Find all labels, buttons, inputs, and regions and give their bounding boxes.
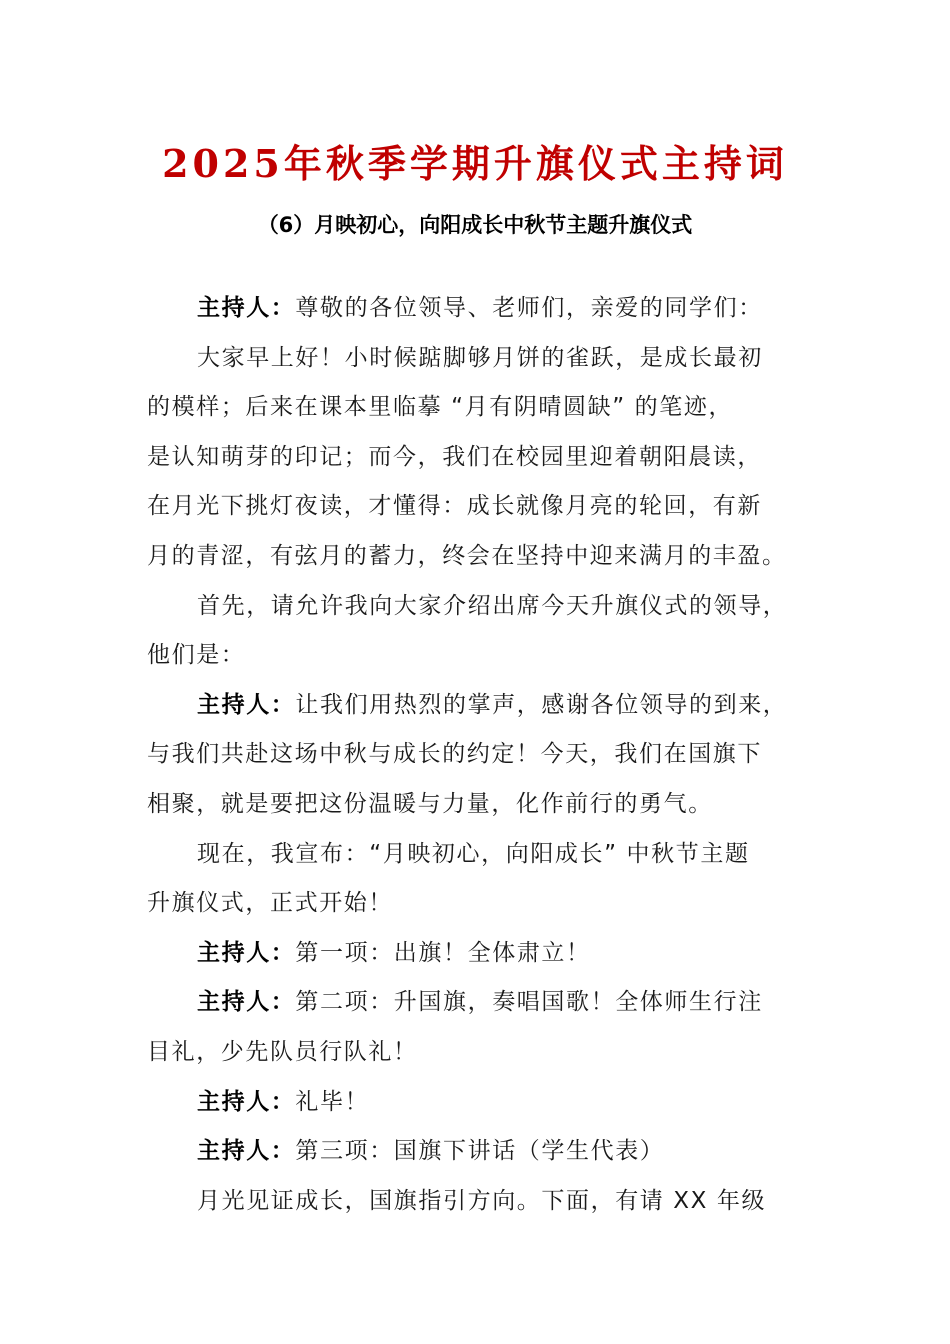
line-text: 相聚，就是要把这份温暖与力量，化作前行的勇气。 [147,790,713,817]
text-line [147,582,807,632]
line-text: 目礼，少先队员行队礼！ [147,1038,418,1065]
line-text: 第三项：国旗下讲话（学生代表） [295,1138,665,1165]
line-text: 第二项：升国旗，奏唱国歌！全体师生行注 [295,989,763,1016]
line-text: 的模样；后来在课本里临摹 “月有阴晴圆缺” 的笔迹， [147,394,734,421]
text-line [147,978,807,1028]
text-line [147,830,807,880]
line-text: 是认知萌芽的印记；而今，我们在校园里迎着朝阳晨读， [147,443,762,470]
document-body [147,284,807,1226]
line-text: 首先，请允许我向大家介绍出席今天升旗仪式的领导， [197,592,788,619]
speaker-label: 主持人： [197,989,296,1016]
text-line [147,681,807,731]
text-line [147,730,807,780]
page-subtitle: （6）月映初心，向阳成长中秋节主题升旗仪式 [257,213,693,237]
line-text: 在月光下挑灯夜读，才懂得：成长就像月亮的轮回，有新 [147,493,762,520]
text-line [147,532,807,582]
line-text: 他们是： [147,642,246,669]
text-line [147,879,807,929]
line-text: 月光见证成长，国旗指引方向。下面，有请 XX 年级 [197,1187,767,1214]
text-line [147,1078,807,1128]
line-text: 让我们用热烈的掌声，感谢各位领导的到来， [295,691,788,718]
text-line [147,383,807,433]
page-title: 2025年秋季学期升旗仪式主持词 [162,141,788,186]
line-text: 大家早上好！小时候踮脚够月饼的雀跃，是成长最初 [197,344,763,371]
text-line [147,1028,807,1078]
line-text: 尊敬的各位领导、老师们，亲爱的同学们： [295,295,763,321]
text-line [147,1127,807,1177]
speaker-label: 主持人： [197,939,296,966]
line-text: 礼毕！ [295,1088,370,1115]
line-text: 第一项：出旗！全体肃立！ [295,939,591,966]
line-text: 升旗仪式，正式开始！ [147,890,393,917]
text-line [147,482,807,532]
text-line [147,1177,807,1227]
text-line [147,631,807,681]
speaker-label: 主持人： [197,295,296,321]
line-text: 现在，我宣布：“月映初心，向阳成长” 中秋节主题 [197,840,750,867]
speaker-label: 主持人： [197,691,296,718]
text-line [147,334,807,384]
line-text: 月的青涩，有弦月的蓄力，终会在坚持中迎来满月的丰盈。 [147,542,787,569]
line-text: 与我们共赴这场中秋与成长的约定！今天，我们在国旗下 [147,741,762,768]
speaker-label: 主持人： [197,1138,296,1165]
speaker-label: 主持人： [197,1088,296,1115]
text-line [147,284,807,334]
text-line [147,433,807,483]
text-line [147,929,807,979]
text-line [147,780,807,830]
